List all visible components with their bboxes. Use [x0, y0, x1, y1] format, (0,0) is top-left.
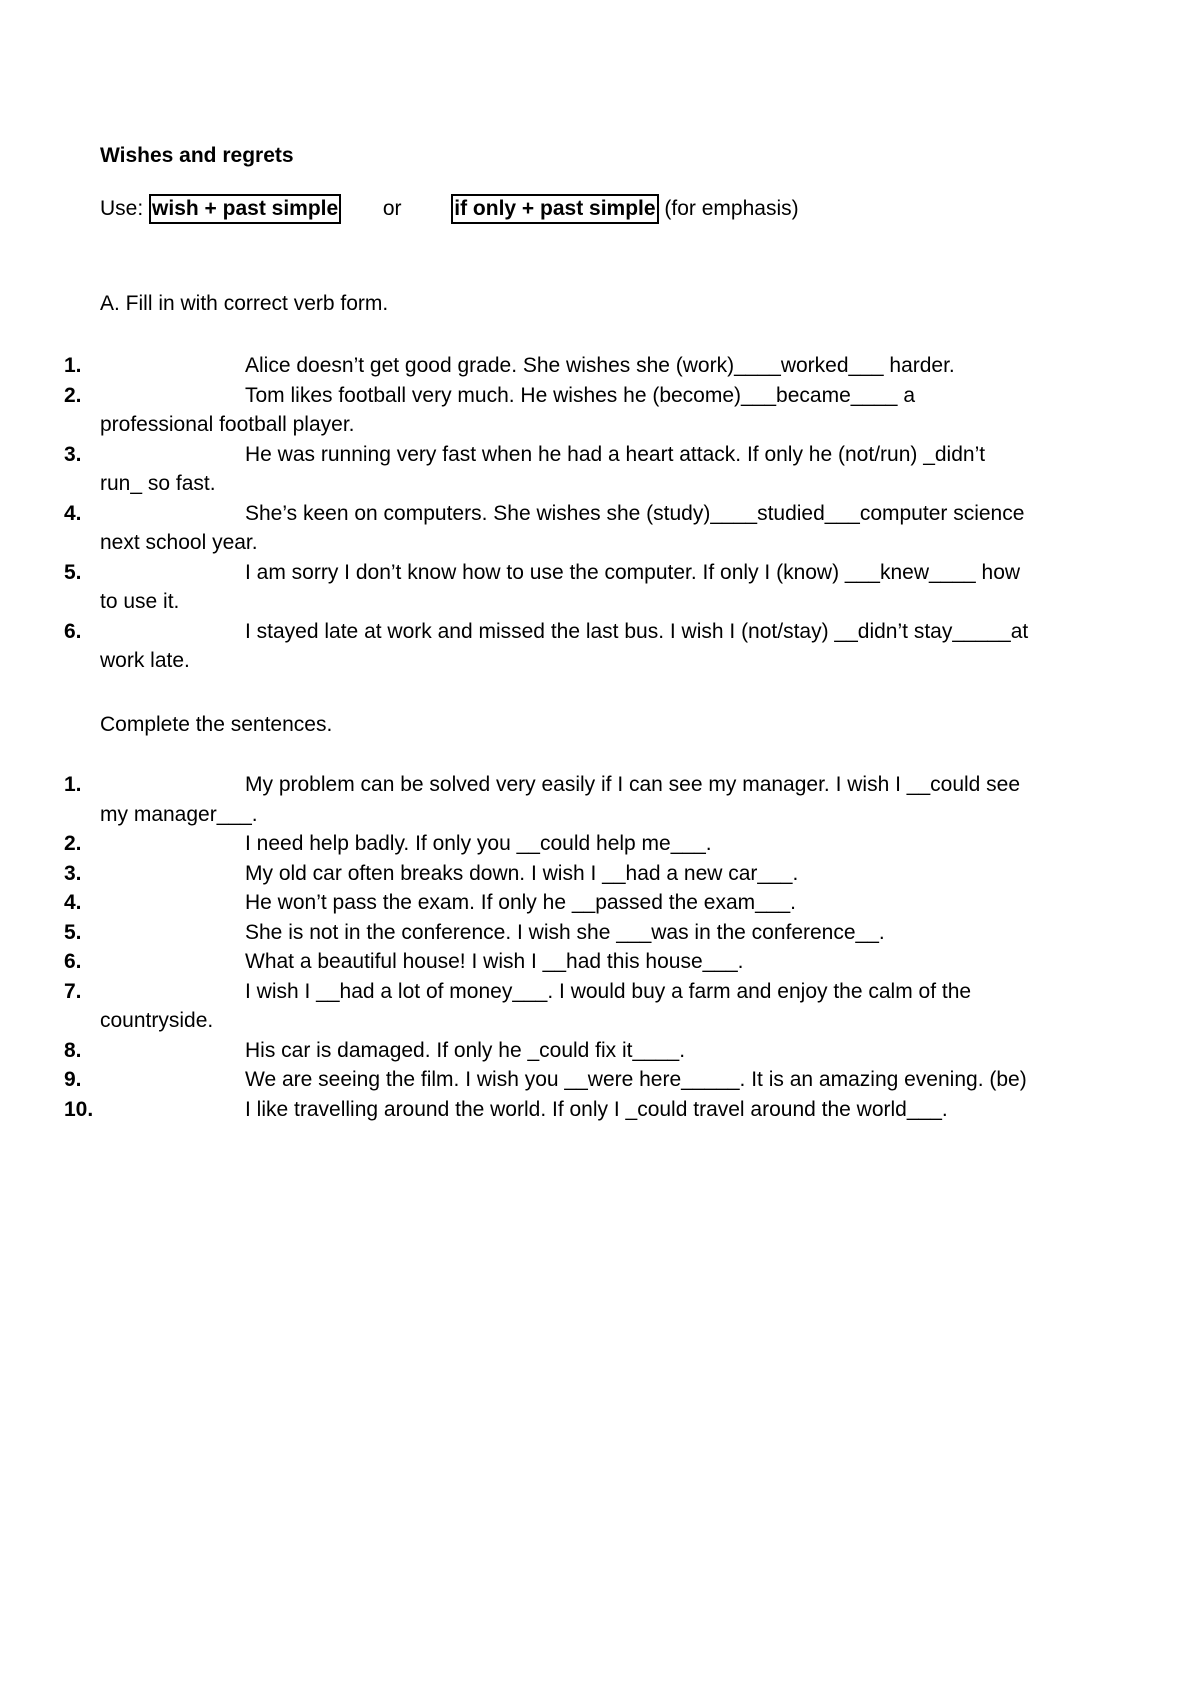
usage-or: or [382, 197, 402, 220]
list-item [0, 381, 1200, 440]
list-item [0, 617, 1200, 676]
list-item [0, 859, 1200, 889]
usage-prefix: Use: [100, 197, 144, 220]
item-number: 3. [64, 442, 82, 466]
if-only-past-simple-box: if only + past simple [451, 194, 658, 224]
list-item [0, 770, 1200, 829]
item-number: 6. [64, 950, 82, 973]
item-number: 8. [64, 1038, 82, 1062]
item-number: 7. [64, 979, 82, 1003]
item-text: What a beautiful house! I wish I __had this house___. [245, 950, 744, 973]
item-number: 4. [64, 501, 82, 525]
item-number: 2. [64, 832, 82, 855]
list-item [0, 1036, 1200, 1066]
item-text: My old car often breaks down. I wish I __had a new car___. [245, 861, 799, 885]
section-b-heading: Complete the sentences. [100, 713, 333, 736]
item-text: She is not in the conference. I wish she ___was in the conference__. [245, 920, 885, 944]
item-number: 5. [64, 560, 82, 584]
list-item [0, 558, 1200, 617]
item-text: I stayed late at work and missed the last bus. I wish I (not/stay) __didn’t stay_____at work late. [100, 619, 1029, 672]
list-item [0, 499, 1200, 558]
list-item [0, 1095, 1200, 1125]
item-number: 2. [64, 383, 82, 407]
item-number: 10. [64, 1097, 94, 1121]
item-number: 1. [64, 773, 82, 796]
usage-suffix: (for emphasis) [664, 197, 799, 220]
item-number: 4. [64, 891, 82, 914]
section-a-heading: A. Fill in with correct verb form. [100, 292, 389, 315]
item-text: She’s keen on computers. She wishes she (study)____studied___computer science next school year. [100, 501, 1025, 554]
item-number: 5. [64, 920, 82, 944]
list-item [0, 440, 1200, 499]
list-item [0, 351, 1200, 381]
item-text: I wish I __had a lot of money___. I would buy a farm and enjoy the calm of the countryside. [100, 979, 972, 1032]
document-title: Wishes and regrets [100, 144, 294, 167]
item-text: His car is damaged. If only he _could fix it____. [245, 1038, 686, 1062]
item-text: Tom likes football very much. He wishes he (become)___became____ a professional football player. [100, 383, 916, 436]
item-text: I am sorry I don’t know how to use the computer. If only I (know) ___knew____ how to use it. [100, 560, 1021, 613]
section-a-list [0, 351, 1200, 676]
item-text: I like travelling around the world. If only I _could travel around the world___. [245, 1097, 948, 1121]
list-item [0, 829, 1200, 859]
item-text: Alice doesn’t get good grade. She wishes she (work)____worked___ harder. [245, 354, 955, 377]
item-text: He won’t pass the exam. If only he __passed the exam___. [245, 891, 796, 914]
item-text: I need help badly. If only you __could help me___. [245, 832, 712, 855]
item-number: 6. [64, 619, 82, 643]
item-text: My problem can be solved very easily if I can see my manager. I wish I __could see my manager___. [100, 773, 1021, 826]
wish-past-simple-box: wish + past simple [149, 194, 341, 224]
list-item [0, 1065, 1200, 1095]
list-item [0, 918, 1200, 948]
item-number: 1. [64, 354, 82, 377]
list-item [0, 977, 1200, 1036]
item-number: 9. [64, 1068, 82, 1091]
item-number: 3. [64, 861, 82, 885]
item-text: He was running very fast when he had a heart attack. If only he (not/run) _didn’t run_ so fast. [100, 442, 986, 495]
section-b-list [0, 770, 1200, 1124]
list-item [0, 947, 1200, 977]
item-text: We are seeing the film. I wish you __were here_____. It is an amazing evening. (be) [245, 1068, 1027, 1091]
usage-rule-line [100, 194, 799, 224]
list-item [0, 888, 1200, 918]
